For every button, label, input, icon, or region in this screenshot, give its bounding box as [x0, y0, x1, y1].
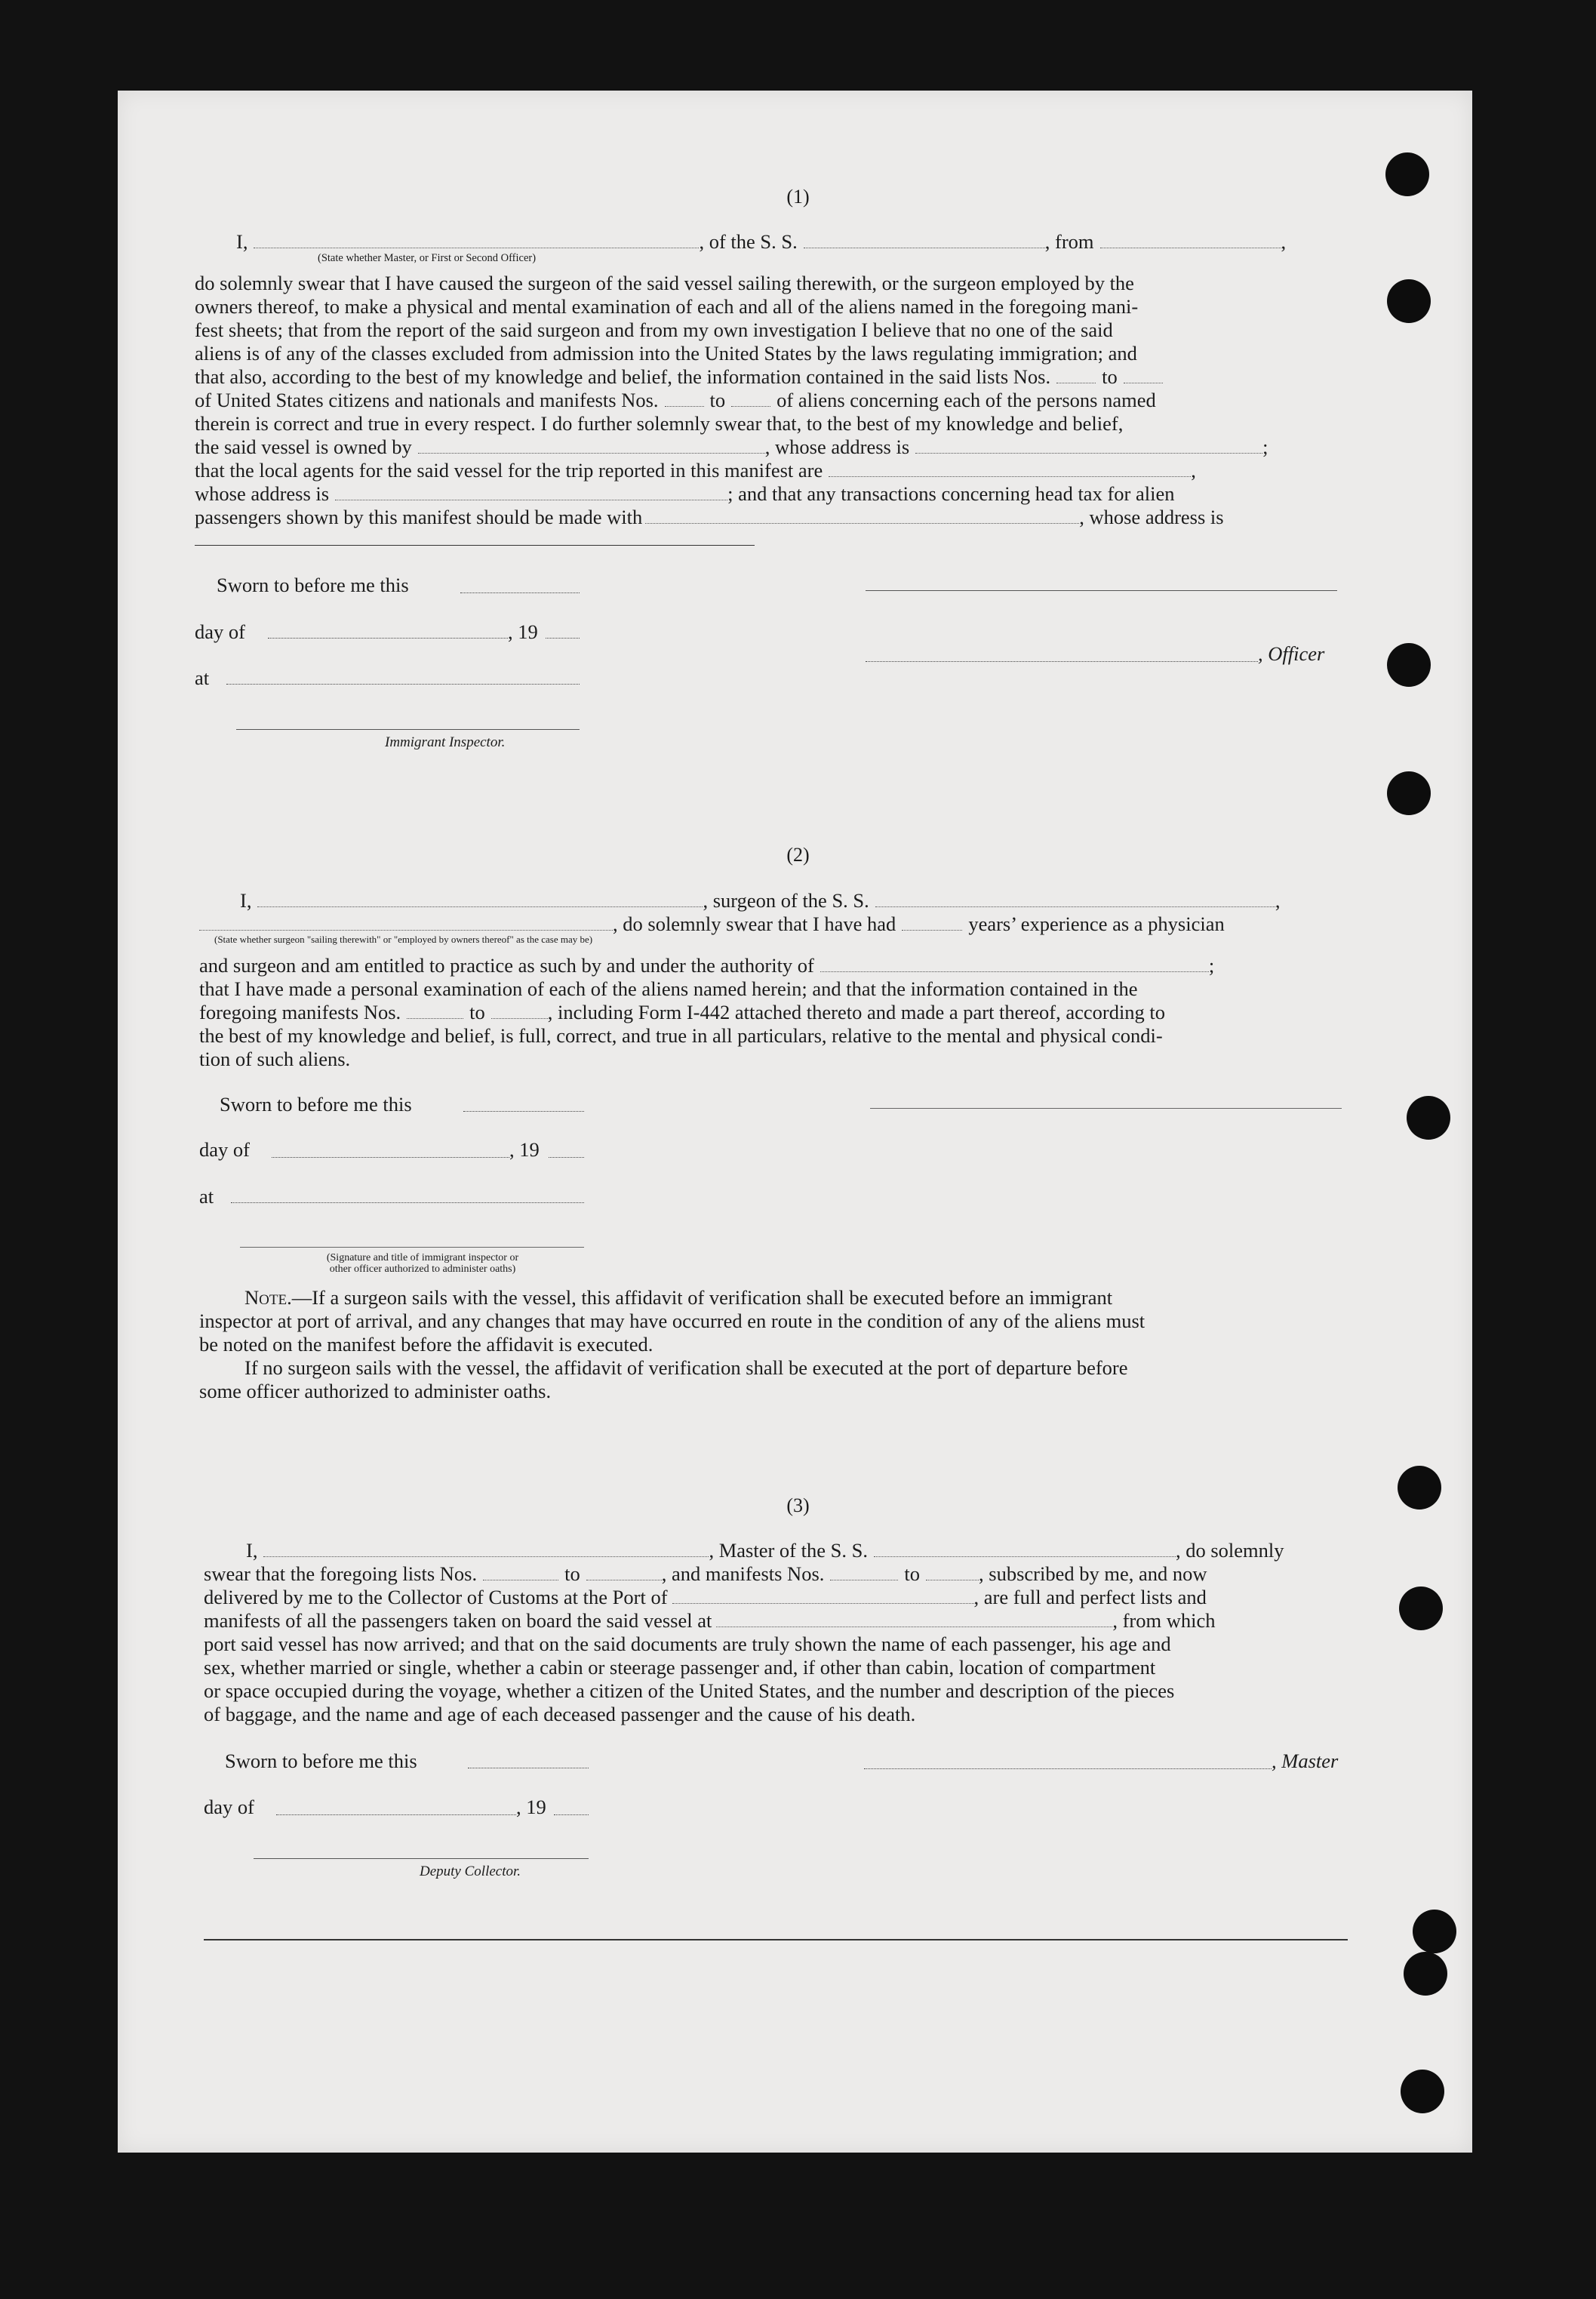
section-3-paragraph: I, , Master of the S. S. , do solemnly swear that the foregoing lists Nos. to , and manifests Nos. to , subscribed by me, and now delivered by me to the Collector of Customs at the Port of , are full and perfect lists and manifests of all the passengers taken on board the said vessel at , from which port said vessel has now arrived; and that on the said documents are truly shown the name of each passenger, his age and sex, whether married or single, whether a cabin or steerage passenger and, if other than cabin, location of compartment or space occupied during the voyage, whether a citizen of the United States, and the number and description of the pieces of baggage, and the name and age of each deceased passenger and the cause of his death. [204, 1539, 1284, 1725]
punch-hole [1407, 1096, 1450, 1140]
at-field-2[interactable] [231, 1202, 584, 1203]
sworn-label-3: Sworn to before me this [225, 1750, 417, 1772]
foregoing-to-field[interactable] [491, 1003, 548, 1019]
day-of-label-2: day of [199, 1138, 250, 1161]
section-2-number: (2) [786, 844, 810, 866]
note-paragraph: Note.—If a surgeon sails with the vessel, this affidavit of verification shall be executed before an immigrant inspector at port of arrival, and any changes that may have occurred en route in the condition of any of the aliens must be noted on the manifest before the affidavit is executed. If no surgeon sails with the vessel, the affidavit of verification shall be executed at the port of departure before some officer authorized to administer oaths. [199, 1286, 1145, 1402]
inspector-caption: Immigrant Inspector. [385, 734, 506, 750]
manifests-to-field[interactable] [731, 391, 770, 407]
owner-address-field[interactable] [915, 438, 1262, 454]
year-field-1[interactable] [546, 638, 580, 639]
at-label-2: at [199, 1185, 214, 1208]
lists-to-field[interactable] [1124, 368, 1163, 383]
owner-field[interactable] [418, 438, 765, 454]
section-2-line-1: I, , surgeon of the S. S. , [240, 889, 1281, 912]
officer-title-line[interactable] [866, 661, 1258, 662]
year-label-3: , 19 [516, 1796, 546, 1818]
surgeon-name-field[interactable] [257, 891, 703, 907]
inspector-signature-line[interactable] [236, 729, 580, 730]
section-1-paragraph: do solemnly swear that I have caused the surgeon of the said vessel sailing therewith, or the surgeon employed by the owners thereof, to make a physical and mental examination of each and all of the aliens named in the foregoing mani- fest sheets; that from the report of the said surgeon and from my own investigation I believe that no one of the said aliens is of any of the classes excluded from admission into the United States by the laws regulating immigration; and that also, according to the best of my knowledge and belief, the information contained in the said lists Nos. to of United States citizens and nationals and manifests Nos. to of aliens concerning each of the persons named therein is correct and true in every respect. I do further solemnly swear that, to the best of my knowledge and belief, the said vessel is owned by , whose address is ; that the local agents for the said vessel for the trip reported in this manifest are , whose address is ; and that any transactions concerning head tax for alien passengers shown by this manifest should be made with , whose address is [195, 272, 1268, 528]
at-label-1: at [195, 666, 210, 689]
authority-field[interactable] [820, 956, 1209, 972]
punch-hole [1401, 2070, 1444, 2113]
sworn-day-field-2[interactable] [463, 1111, 584, 1112]
lists-from-field[interactable] [1056, 368, 1096, 383]
day-of-label-1: day of [195, 620, 245, 643]
manifests-from-field-3[interactable] [830, 1565, 898, 1580]
master-label: , Master [1272, 1750, 1339, 1772]
section-1-address-line[interactable] [195, 545, 755, 546]
officer-label: , Officer [1258, 642, 1325, 665]
officer-name-field[interactable] [254, 232, 699, 248]
officer-signature-line[interactable] [866, 590, 1337, 591]
punch-hole [1404, 1952, 1447, 1996]
deputy-signature-line[interactable] [254, 1858, 589, 1859]
years-field[interactable] [902, 915, 962, 931]
bottom-rule [204, 1939, 1348, 1940]
head-tax-agent-field[interactable] [645, 508, 1079, 524]
section-2-paragraph: and surgeon and am entitled to practice as such by and under the authority of ; that I have made a personal examination of each of the aliens named herein; and that the information contained in the foregoing manifests Nos. to , including Form I-442 attached thereto and made a part thereof, according to the best of my knowledge and belief, is full, correct, and true in all particulars, relative to the mental and physical condi- tion of such aliens. [199, 954, 1215, 1070]
agents-address-field[interactable] [335, 485, 727, 500]
vessel-name-field-3[interactable] [874, 1541, 1176, 1557]
day-of-field-1[interactable] [268, 638, 508, 639]
signature-caption: (Signature and title of immigrant inspector or other officer authorized to administer oaths) [326, 1252, 519, 1275]
year-label-2: , 19 [509, 1138, 540, 1161]
section-2-line-2: , do solemnly swear that I have had years’ experience as a physician [199, 913, 1225, 936]
day-of-field-2[interactable] [272, 1157, 509, 1158]
local-agents-field[interactable] [829, 461, 1191, 477]
inspector-signature-line-2[interactable] [240, 1247, 584, 1248]
year-field-2[interactable] [549, 1157, 584, 1158]
master-name-field[interactable] [263, 1541, 709, 1557]
deputy-caption: Deputy Collector. [420, 1864, 521, 1879]
section-1-line-1: I, , of the S. S. , from , [236, 230, 1287, 253]
year-label-1: , 19 [508, 620, 538, 643]
punch-hole [1387, 643, 1431, 687]
surgeon-signature-line[interactable] [870, 1108, 1342, 1109]
sworn-label-2: Sworn to before me this [220, 1093, 412, 1116]
sworn-day-field-1[interactable] [460, 592, 580, 593]
master-signature-line[interactable] [864, 1768, 1272, 1769]
foregoing-from-field[interactable] [407, 1003, 463, 1019]
section-1-number: (1) [786, 186, 810, 208]
day-of-field-3[interactable] [276, 1814, 516, 1815]
sworn-label-1: Sworn to before me this [217, 574, 409, 596]
surgeon-status-field[interactable] [199, 915, 613, 931]
from-port-field[interactable] [1100, 232, 1281, 248]
officer-note: (State whether Master, or First or Second Officer) [318, 252, 537, 264]
lists-to-field-3[interactable] [586, 1565, 662, 1580]
manifests-to-field-3[interactable] [926, 1565, 979, 1580]
at-field-1[interactable] [226, 684, 580, 685]
note-label: Note. [244, 1286, 292, 1309]
punch-hole [1387, 279, 1431, 323]
port-field[interactable] [672, 1588, 974, 1604]
manifests-from-field[interactable] [665, 391, 704, 407]
surgeon-note: (State whether surgeon "sailing therewith" or "employed by owners thereof" as the case may be) [214, 934, 593, 945]
section-3-number: (3) [786, 1494, 810, 1516]
punch-hole [1399, 1587, 1443, 1630]
vessel-name-field-2[interactable] [875, 891, 1275, 907]
punch-hole [1413, 1910, 1456, 1953]
punch-hole [1387, 771, 1431, 815]
day-of-label-3: day of [204, 1796, 254, 1818]
boarding-port-field[interactable] [716, 1611, 1112, 1627]
lists-from-field-3[interactable] [483, 1565, 558, 1580]
year-field-3[interactable] [554, 1814, 589, 1815]
vessel-name-field[interactable] [804, 232, 1045, 248]
